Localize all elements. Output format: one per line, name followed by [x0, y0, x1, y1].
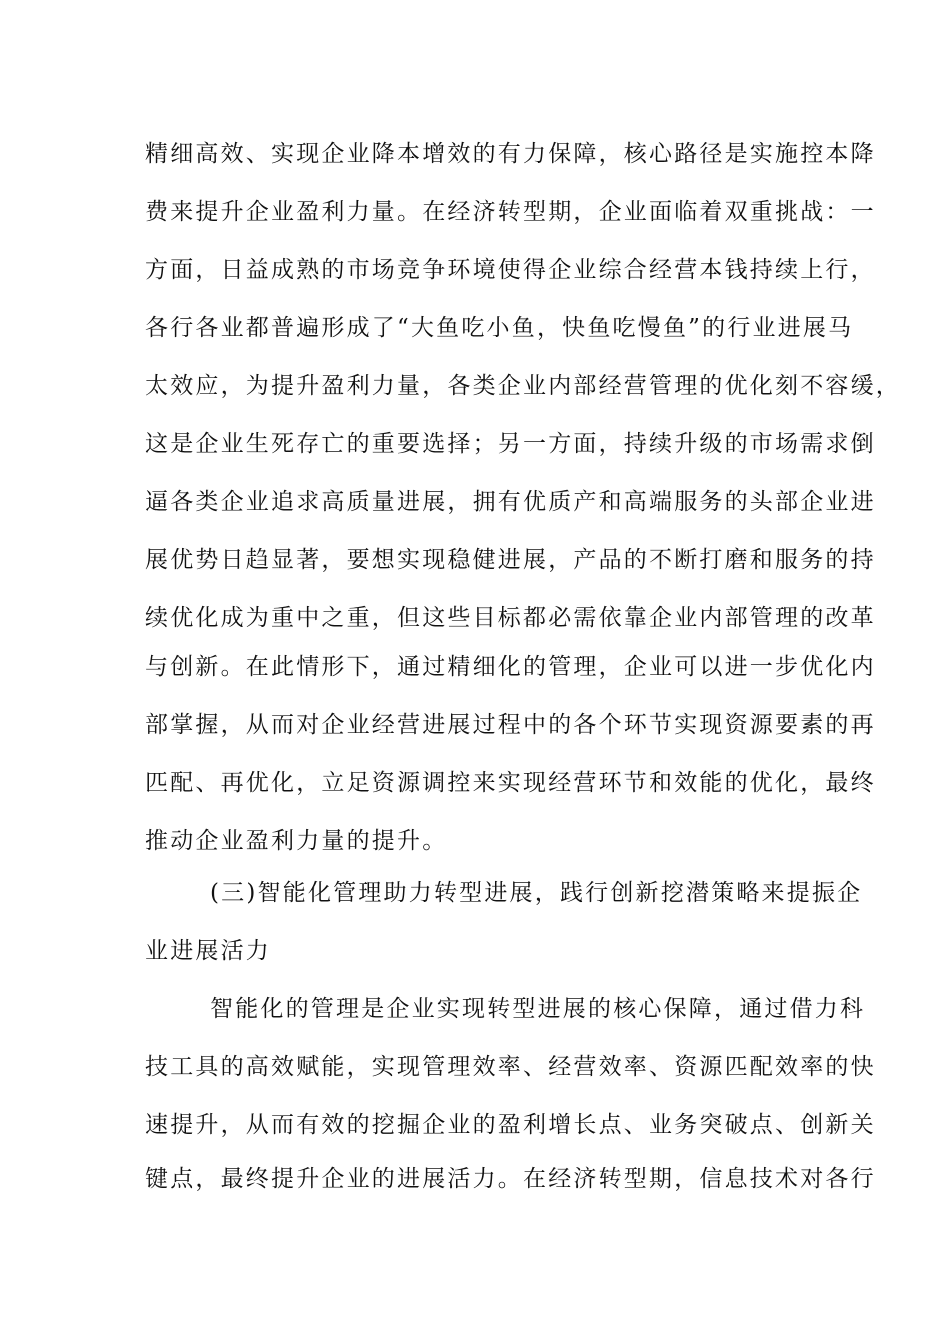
text-line: 逼各类企业追求高质量进展，拥有优质产和高端服务的头部企业进	[145, 489, 876, 515]
text-line: 技工具的高效赋能，实现管理效率、经营效率、资源匹配效率的快	[145, 1054, 876, 1080]
text-line: 续优化成为重中之重，但这些目标都必需依靠企业内部管理的改革	[145, 605, 876, 631]
text-line: 速提升，从而有效的挖掘企业的盈利增长点、业务突破点、创新关	[145, 1112, 876, 1138]
text-line: 这是企业生死存亡的重要选择；另一方面，持续升级的市场需求倒	[145, 431, 876, 457]
text-line: 各行各业都普遍形成了“大鱼吃小鱼，快鱼吃慢鱼”的行业进展马	[145, 315, 854, 341]
text-line: 太效应，为提升盈利力量，各类企业内部经营管理的优化刻不容缓，	[145, 373, 901, 399]
section-heading-line: (三)智能化管理助力转型进展，践行创新挖潜策略来提振企	[210, 880, 863, 906]
text-line: 部掌握，从而对企业经营进展过程中的各个环节实现资源要素的再	[145, 712, 876, 738]
text-line: 费来提升企业盈利力量。在经济转型期，企业面临着双重挑战：一	[145, 199, 876, 225]
text-line: 智能化的管理是企业实现转型进展的核心保障，通过借力科	[210, 996, 866, 1022]
text-line: 推动企业盈利力量的提升。	[145, 828, 448, 854]
section-heading-line: 业进展活力	[145, 938, 271, 964]
text-line: 精细高效、实现企业降本增效的有力保障，核心路径是实施控本降	[145, 141, 876, 167]
text-line: 与创新。在此情形下，通过精细化的管理，企业可以进一步优化内	[145, 654, 876, 680]
text-line: 方面，日益成熟的市场竞争环境使得企业综合经营本钱持续上行，	[145, 257, 876, 283]
text-line: 键点，最终提升企业的进展活力。在经济转型期，信息技术对各行	[145, 1166, 876, 1192]
text-line: 展优势日趋显著，要想实现稳健进展，产品的不断打磨和服务的持	[145, 547, 876, 573]
text-line: 匹配、再优化，立足资源调控来实现经营环节和效能的优化，最终	[145, 770, 876, 796]
